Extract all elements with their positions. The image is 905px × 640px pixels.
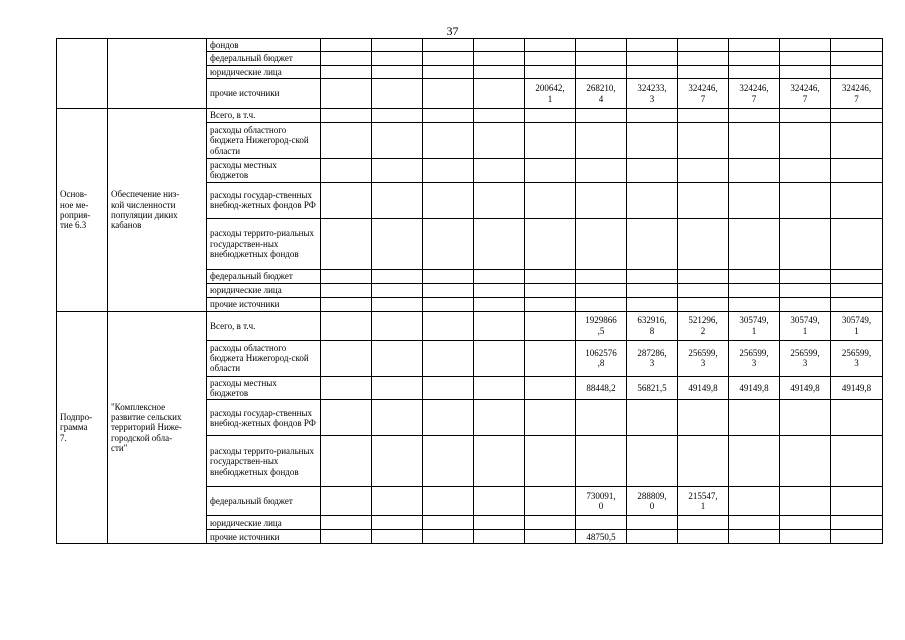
value-cell (627, 516, 678, 530)
value-cell (678, 109, 729, 123)
value-cell (423, 109, 474, 123)
value-cell (474, 123, 525, 159)
value-cell (423, 182, 474, 218)
value-cell: 287286, 3 (627, 340, 678, 376)
value-cell (729, 400, 780, 436)
value-cell (627, 65, 678, 78)
budget-table (56, 38, 883, 544)
value-cell (729, 182, 780, 218)
value-cell (831, 530, 883, 544)
funding-source-label: расходы местных бюджетов (207, 376, 321, 400)
value-cell (372, 52, 423, 65)
funding-source-label: расходы местных бюджетов (207, 159, 321, 183)
value-cell: 56821,5 (627, 376, 678, 400)
funding-source-label: федеральный бюджет (207, 52, 321, 65)
value-cell (780, 109, 831, 123)
value-cell (831, 159, 883, 183)
value-cell (423, 400, 474, 436)
value-cell (372, 436, 423, 487)
value-cell (831, 182, 883, 218)
value-cell (831, 283, 883, 297)
value-cell (576, 182, 627, 218)
value-cell (831, 269, 883, 283)
group-label-cell (57, 39, 108, 109)
value-cell (576, 297, 627, 311)
value-cell (474, 516, 525, 530)
funding-source-label: юридические лица (207, 516, 321, 530)
value-cell (780, 65, 831, 78)
value-cell (423, 516, 474, 530)
value-cell (321, 218, 372, 269)
funding-source-label: расходы государ-ственных внебюд-жетных фондов РФ (207, 182, 321, 218)
value-cell (321, 52, 372, 65)
value-cell (474, 436, 525, 487)
funding-source-label: Всего, в т.ч. (207, 311, 321, 340)
value-cell (576, 436, 627, 487)
value-cell (678, 52, 729, 65)
value-cell (780, 297, 831, 311)
value-cell (831, 400, 883, 436)
value-cell (576, 218, 627, 269)
value-cell (729, 530, 780, 544)
value-cell: 256599, 3 (678, 340, 729, 376)
value-cell (831, 109, 883, 123)
value-cell: 49149,8 (831, 376, 883, 400)
value-cell (525, 487, 576, 516)
value-cell (729, 436, 780, 487)
value-cell (576, 109, 627, 123)
value-cell (576, 65, 627, 78)
value-cell (678, 123, 729, 159)
value-cell (525, 340, 576, 376)
value-cell (831, 487, 883, 516)
value-cell (780, 269, 831, 283)
value-cell (525, 269, 576, 283)
value-cell (423, 283, 474, 297)
value-cell (423, 159, 474, 183)
value-cell (678, 530, 729, 544)
value-cell (627, 436, 678, 487)
value-cell (423, 269, 474, 283)
value-cell (627, 52, 678, 65)
value-cell (321, 39, 372, 52)
value-cell (678, 159, 729, 183)
value-cell (423, 52, 474, 65)
funding-source-label: расходы террито-риальных государствен-ных внебюджетных фондов (207, 218, 321, 269)
value-cell (321, 283, 372, 297)
value-cell (372, 79, 423, 109)
value-cell (831, 65, 883, 78)
value-cell (627, 400, 678, 436)
value-cell (474, 487, 525, 516)
value-cell (372, 218, 423, 269)
value-cell (423, 79, 474, 109)
measure-name: Обеспечение низ- кой численности популяции диких кабанов (108, 109, 207, 312)
value-cell (423, 436, 474, 487)
value-cell: 324246, 7 (729, 79, 780, 109)
value-cell (372, 182, 423, 218)
value-cell (729, 109, 780, 123)
value-cell (525, 311, 576, 340)
funding-source-label: прочие источники (207, 530, 321, 544)
value-cell (678, 39, 729, 52)
value-cell (780, 516, 831, 530)
value-cell (321, 159, 372, 183)
funding-source-label: юридические лица (207, 283, 321, 297)
value-cell: 730091, 0 (576, 487, 627, 516)
value-cell (525, 109, 576, 123)
value-cell (423, 123, 474, 159)
value-cell (525, 376, 576, 400)
value-cell (525, 159, 576, 183)
value-cell (525, 297, 576, 311)
value-cell (729, 159, 780, 183)
value-cell (627, 123, 678, 159)
value-cell: 1929866 ,5 (576, 311, 627, 340)
value-cell: 1062576 ,8 (576, 340, 627, 376)
value-cell (780, 283, 831, 297)
value-cell (474, 109, 525, 123)
funding-source-label: расходы террито-риальных государствен-ных внебюджетных фондов (207, 436, 321, 487)
funding-source-label: фондов (207, 39, 321, 52)
value-cell (423, 297, 474, 311)
measure-label: Основ- ное ме- роприя- тие 6.3 (57, 109, 108, 312)
funding-source-label: Всего, в т.ч. (207, 109, 321, 123)
value-cell (678, 400, 729, 436)
group-name-cell (108, 39, 207, 109)
value-cell (474, 65, 525, 78)
value-cell (780, 436, 831, 487)
funding-source-label: прочие источники (207, 79, 321, 109)
value-cell (321, 400, 372, 436)
value-cell (627, 109, 678, 123)
value-cell (678, 436, 729, 487)
value-cell (780, 487, 831, 516)
value-cell (474, 400, 525, 436)
value-cell (576, 283, 627, 297)
value-cell (576, 39, 627, 52)
value-cell (729, 297, 780, 311)
funding-source-label: расходы областного бюджета Нижегород-ской области (207, 123, 321, 159)
value-cell (627, 283, 678, 297)
value-cell (372, 516, 423, 530)
value-cell (321, 297, 372, 311)
value-cell (525, 283, 576, 297)
value-cell (780, 123, 831, 159)
value-cell (525, 516, 576, 530)
value-cell (321, 123, 372, 159)
value-cell (474, 52, 525, 65)
value-cell (729, 52, 780, 65)
value-cell: 324246, 7 (678, 79, 729, 109)
value-cell: 324246, 7 (780, 79, 831, 109)
value-cell (423, 487, 474, 516)
value-cell (423, 376, 474, 400)
value-cell (627, 530, 678, 544)
value-cell: 288809, 0 (627, 487, 678, 516)
value-cell (321, 65, 372, 78)
value-cell (678, 65, 729, 78)
subprogram-name: "Комплексное развитие сельских территорий Ниже- городской обла- сти" (108, 311, 207, 544)
value-cell (525, 182, 576, 218)
value-cell (729, 487, 780, 516)
value-cell: 256599, 3 (780, 340, 831, 376)
value-cell: 324233, 3 (627, 79, 678, 109)
table-row (57, 311, 883, 340)
value-cell (831, 297, 883, 311)
value-cell (678, 269, 729, 283)
value-cell (474, 39, 525, 52)
value-cell (372, 123, 423, 159)
table-row (57, 39, 883, 52)
value-cell: 215547, 1 (678, 487, 729, 516)
funding-source-label: юридические лица (207, 65, 321, 78)
value-cell (423, 65, 474, 78)
value-cell (321, 311, 372, 340)
value-cell (678, 218, 729, 269)
funding-source-label: расходы областного бюджета Нижегород-ской области (207, 340, 321, 376)
value-cell (678, 182, 729, 218)
value-cell (372, 109, 423, 123)
value-cell (372, 297, 423, 311)
value-cell (780, 39, 831, 52)
value-cell (372, 159, 423, 183)
value-cell (780, 182, 831, 218)
value-cell (576, 269, 627, 283)
value-cell (372, 376, 423, 400)
value-cell (474, 283, 525, 297)
value-cell (729, 65, 780, 78)
value-cell (372, 400, 423, 436)
table-row (57, 109, 883, 123)
value-cell (627, 39, 678, 52)
value-cell (372, 530, 423, 544)
value-cell (321, 530, 372, 544)
value-cell (576, 516, 627, 530)
value-cell (474, 311, 525, 340)
value-cell: 48750,5 (576, 530, 627, 544)
value-cell (729, 123, 780, 159)
value-cell: 256599, 3 (831, 340, 883, 376)
value-cell (423, 39, 474, 52)
value-cell (372, 65, 423, 78)
value-cell: 305749, 1 (729, 311, 780, 340)
value-cell (627, 159, 678, 183)
value-cell (321, 376, 372, 400)
value-cell (525, 65, 576, 78)
value-cell (627, 297, 678, 311)
value-cell (474, 159, 525, 183)
value-cell: 521296, 2 (678, 311, 729, 340)
value-cell (321, 182, 372, 218)
value-cell (831, 516, 883, 530)
value-cell (372, 283, 423, 297)
value-cell (627, 269, 678, 283)
value-cell: 632916, 8 (627, 311, 678, 340)
value-cell (474, 340, 525, 376)
value-cell (474, 79, 525, 109)
value-cell (729, 269, 780, 283)
value-cell (372, 39, 423, 52)
value-cell (780, 218, 831, 269)
value-cell (576, 52, 627, 65)
value-cell (678, 283, 729, 297)
funding-source-label: расходы государ-ственных внебюд-жетных фондов РФ (207, 400, 321, 436)
value-cell: 88448,2 (576, 376, 627, 400)
value-cell (525, 530, 576, 544)
value-cell: 49149,8 (780, 376, 831, 400)
value-cell (831, 123, 883, 159)
value-cell (729, 283, 780, 297)
value-cell (321, 487, 372, 516)
value-cell (780, 52, 831, 65)
value-cell (525, 123, 576, 159)
value-cell (525, 218, 576, 269)
value-cell (678, 297, 729, 311)
page-number: 37 (446, 24, 459, 38)
value-cell (576, 400, 627, 436)
value-cell (474, 269, 525, 283)
value-cell (729, 516, 780, 530)
value-cell (474, 297, 525, 311)
value-cell (321, 269, 372, 283)
value-cell (525, 436, 576, 487)
value-cell (627, 218, 678, 269)
value-cell (423, 218, 474, 269)
value-cell: 49149,8 (678, 376, 729, 400)
value-cell (321, 436, 372, 487)
value-cell (525, 39, 576, 52)
funding-source-label: прочие источники (207, 297, 321, 311)
funding-source-label: федеральный бюджет (207, 487, 321, 516)
table-body (57, 39, 883, 544)
value-cell (372, 340, 423, 376)
value-cell (423, 340, 474, 376)
value-cell (423, 530, 474, 544)
value-cell (372, 269, 423, 283)
value-cell (831, 52, 883, 65)
value-cell (372, 487, 423, 516)
value-cell (678, 516, 729, 530)
value-cell (321, 340, 372, 376)
value-cell (474, 376, 525, 400)
value-cell (372, 311, 423, 340)
value-cell: 268210, 4 (576, 79, 627, 109)
value-cell (729, 218, 780, 269)
value-cell (474, 182, 525, 218)
value-cell (525, 400, 576, 436)
value-cell: 200642, 1 (525, 79, 576, 109)
subprogram-label: Подпро- грамма 7. (57, 311, 108, 544)
value-cell (474, 218, 525, 269)
value-cell: 305749, 1 (831, 311, 883, 340)
value-cell (423, 311, 474, 340)
value-cell (525, 52, 576, 65)
value-cell (627, 182, 678, 218)
value-cell: 324246, 7 (831, 79, 883, 109)
value-cell (831, 436, 883, 487)
value-cell (321, 109, 372, 123)
value-cell (576, 123, 627, 159)
value-cell (780, 400, 831, 436)
value-cell (780, 530, 831, 544)
value-cell: 49149,8 (729, 376, 780, 400)
value-cell (831, 218, 883, 269)
value-cell (321, 516, 372, 530)
value-cell (780, 159, 831, 183)
funding-source-label: федеральный бюджет (207, 269, 321, 283)
value-cell: 256599, 3 (729, 340, 780, 376)
value-cell (321, 79, 372, 109)
value-cell (831, 39, 883, 52)
value-cell (474, 530, 525, 544)
value-cell (576, 159, 627, 183)
value-cell: 305749, 1 (780, 311, 831, 340)
value-cell (729, 39, 780, 52)
